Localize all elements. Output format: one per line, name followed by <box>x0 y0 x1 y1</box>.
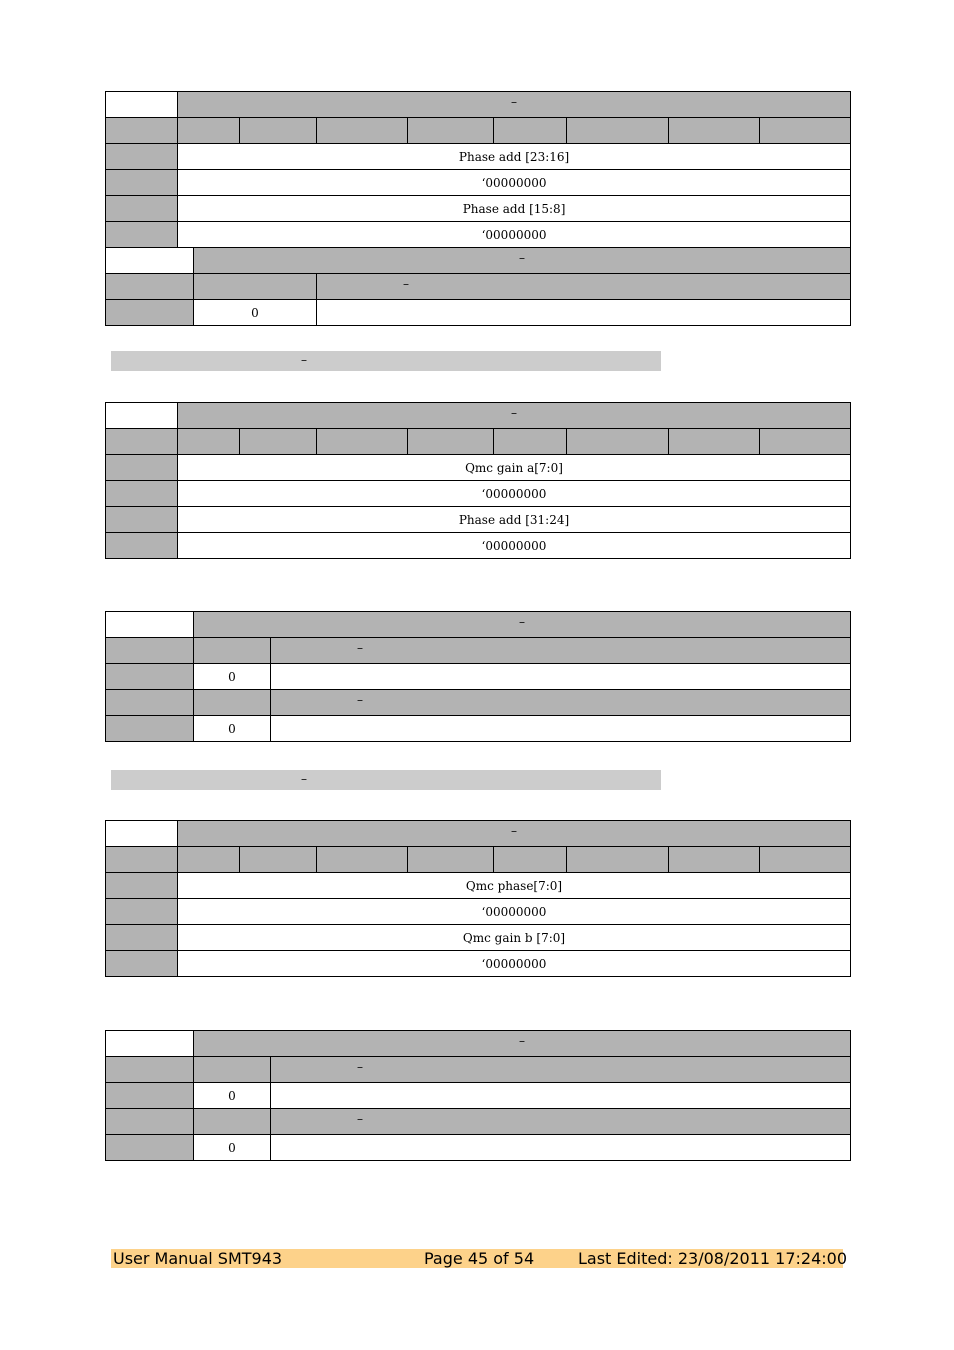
bit-cell <box>194 1057 271 1083</box>
table-row <box>106 429 851 455</box>
bit-cell <box>567 118 669 144</box>
field-cell: Qmc gain b [7:0] <box>178 925 851 951</box>
table-row <box>106 951 851 977</box>
default-value-cell: ‘00000000 <box>178 222 851 248</box>
value-cell: 0 <box>194 1083 271 1109</box>
dash-mark: – <box>403 276 409 291</box>
dash-mark: – <box>519 1033 525 1048</box>
table-row <box>106 899 851 925</box>
row-label-cell <box>106 222 178 248</box>
field-cell: Qmc gain a[7:0] <box>178 455 851 481</box>
table-row <box>106 664 851 690</box>
bit-cell <box>194 690 271 716</box>
table-row <box>106 507 851 533</box>
table-row <box>106 481 851 507</box>
bit-cell <box>317 429 408 455</box>
field-header-cell <box>271 1057 851 1083</box>
table-row <box>106 1057 851 1083</box>
row-label-cell <box>106 1057 194 1083</box>
bit-cell <box>240 429 317 455</box>
field-cell: Qmc phase[7:0] <box>178 873 851 899</box>
table-row <box>106 403 851 429</box>
dash-mark: – <box>357 692 363 707</box>
default-value-cell: ‘00000000 <box>178 899 851 925</box>
row-label-cell <box>106 144 178 170</box>
empty-cell <box>271 1083 851 1109</box>
table-row <box>106 300 851 326</box>
header-blank-cell <box>106 248 194 274</box>
row-label-cell <box>106 118 178 144</box>
dash-mark: – <box>511 94 518 109</box>
header-blank-cell <box>106 821 178 847</box>
field-header-cell <box>271 690 851 716</box>
bit-cell <box>760 429 851 455</box>
empty-cell <box>317 300 851 326</box>
row-label-cell <box>106 507 178 533</box>
bit-cell <box>494 847 567 873</box>
bit-cell <box>178 847 240 873</box>
field-cell: Phase add [15:8] <box>178 196 851 222</box>
bit-cell <box>760 118 851 144</box>
field-cell: Phase add [31:24] <box>178 507 851 533</box>
register-table-1 <box>105 91 851 326</box>
row-label-cell <box>106 455 178 481</box>
header-blank-cell <box>106 403 178 429</box>
table-row <box>106 821 851 847</box>
default-value-cell: ‘00000000 <box>178 951 851 977</box>
header-blank-cell <box>106 1031 194 1057</box>
value-cell: 0 <box>194 300 317 326</box>
table-row <box>106 847 851 873</box>
field-header-cell <box>271 1109 851 1135</box>
table-row <box>106 144 851 170</box>
header-cell <box>194 248 851 274</box>
table-row <box>106 1135 851 1161</box>
value-cell: 0 <box>194 664 271 690</box>
bit-cell <box>240 847 317 873</box>
row-label-cell <box>106 664 194 690</box>
bit-cell <box>178 429 240 455</box>
table-row <box>106 118 851 144</box>
dash-mark: – <box>519 250 526 265</box>
row-label-cell <box>106 925 178 951</box>
table-row <box>106 638 851 664</box>
table-row <box>106 1031 851 1057</box>
bit-cell <box>408 118 494 144</box>
footer-page-number: Page 45 of 54 <box>424 1249 535 1268</box>
row-label-cell <box>106 1083 194 1109</box>
bit-cell <box>567 847 669 873</box>
bit-cell <box>408 429 494 455</box>
table-row <box>106 222 851 248</box>
register-table-3 <box>105 611 851 742</box>
row-label-cell <box>106 847 178 873</box>
row-label-cell <box>106 533 178 559</box>
table-row <box>106 92 851 118</box>
bit-cell <box>760 847 851 873</box>
value-cell: 0 <box>194 1135 271 1161</box>
dash-mark: – <box>511 405 517 420</box>
header-blank-cell <box>106 92 178 118</box>
header-cell <box>178 92 851 118</box>
header-cell <box>178 821 851 847</box>
bit-cell <box>669 118 760 144</box>
row-label-cell <box>106 638 194 664</box>
bit-cell <box>567 429 669 455</box>
default-value-cell: ‘00000000 <box>178 481 851 507</box>
register-table-5 <box>105 1030 851 1161</box>
table-row <box>106 455 851 481</box>
page-footer <box>111 1249 848 1268</box>
table-row <box>106 690 851 716</box>
footer-last-edited: Last Edited: 23/08/2011 17:24:00 <box>578 1249 848 1268</box>
dash-mark: – <box>357 1111 363 1126</box>
default-value-cell: ‘00000000 <box>178 170 851 196</box>
bit-cell <box>494 429 567 455</box>
dash-mark: – <box>357 640 363 655</box>
register-table-4 <box>105 820 851 977</box>
table-row <box>106 612 851 638</box>
bit-cell <box>408 847 494 873</box>
table-row <box>106 274 851 300</box>
table-row <box>106 248 851 274</box>
footer-document-title: User Manual SMT943 <box>113 1249 283 1268</box>
row-label-cell <box>106 951 178 977</box>
table-row <box>106 925 851 951</box>
table-caption <box>111 770 661 790</box>
row-label-cell <box>106 716 194 742</box>
dash-mark: – <box>301 353 307 367</box>
header-cell <box>178 403 851 429</box>
row-label-cell <box>106 690 194 716</box>
row-label-cell <box>106 1135 194 1161</box>
table-row <box>106 716 851 742</box>
empty-cell <box>271 1135 851 1161</box>
table-caption <box>111 351 661 371</box>
field-header-cell <box>271 638 851 664</box>
register-table-2 <box>105 402 851 559</box>
bit-cell <box>194 638 271 664</box>
dash-mark: – <box>301 772 307 786</box>
row-label-cell <box>106 1109 194 1135</box>
bit-cell <box>194 1109 271 1135</box>
table-row <box>106 1083 851 1109</box>
bit-cell <box>317 118 408 144</box>
row-label-cell <box>106 170 178 196</box>
dash-mark: – <box>511 823 517 838</box>
bit-cell <box>317 847 408 873</box>
table-row <box>106 196 851 222</box>
default-value-cell: ‘00000000 <box>178 533 851 559</box>
bit-cell <box>240 118 317 144</box>
empty-cell <box>271 664 851 690</box>
bit-cell <box>669 847 760 873</box>
header-cell <box>194 1031 851 1057</box>
field-header-cell <box>317 274 851 300</box>
empty-cell <box>271 716 851 742</box>
bit-cell <box>178 118 240 144</box>
dash-mark: – <box>519 614 525 629</box>
bit-cell <box>194 274 317 300</box>
dash-mark: – <box>357 1059 363 1074</box>
table-row <box>106 873 851 899</box>
table-row <box>106 1109 851 1135</box>
header-cell <box>194 612 851 638</box>
row-label-cell <box>106 481 178 507</box>
table-row <box>106 533 851 559</box>
bit-cell <box>669 429 760 455</box>
row-label-cell <box>106 873 178 899</box>
table-row <box>106 170 851 196</box>
field-cell: Phase add [23:16] <box>178 144 851 170</box>
value-cell: 0 <box>194 716 271 742</box>
row-label-cell <box>106 429 178 455</box>
row-label-cell <box>106 274 194 300</box>
row-label-cell <box>106 300 194 326</box>
bit-cell <box>494 118 567 144</box>
header-blank-cell <box>106 612 194 638</box>
row-label-cell <box>106 196 178 222</box>
row-label-cell <box>106 899 178 925</box>
